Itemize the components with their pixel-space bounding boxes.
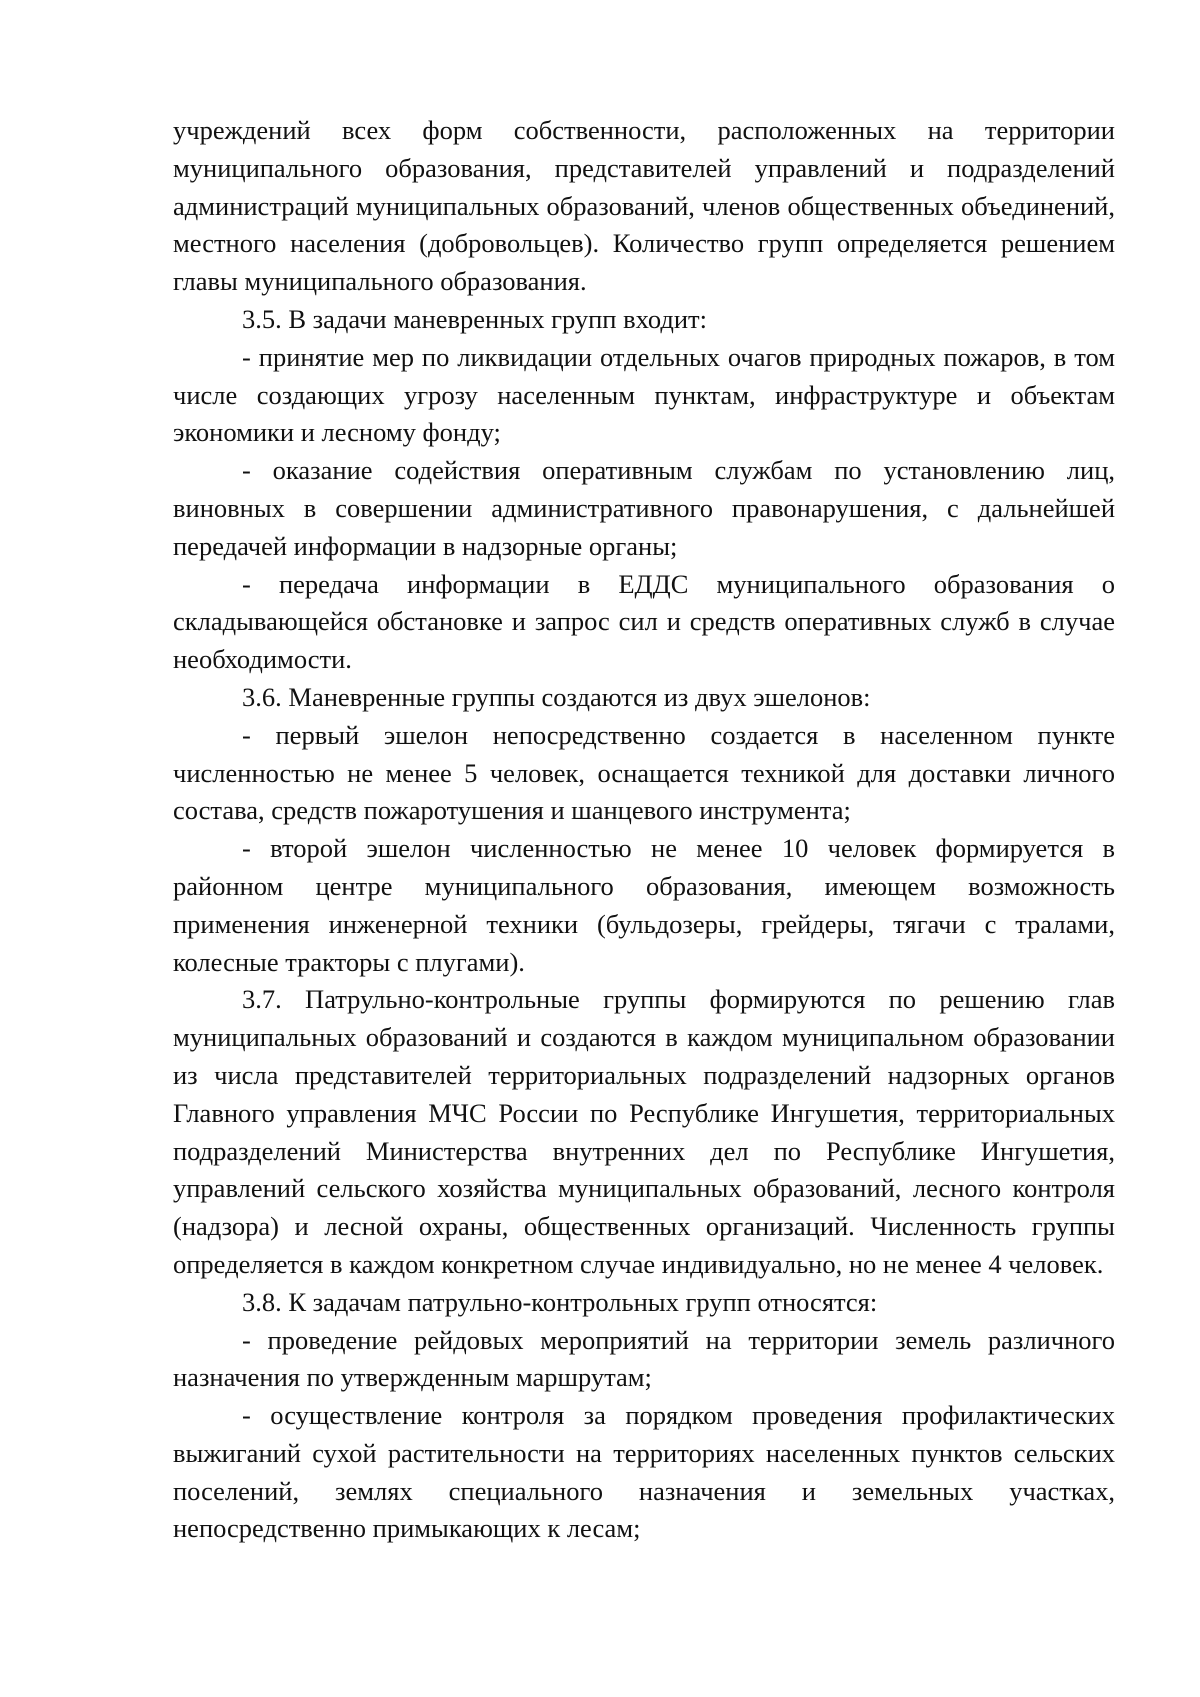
paragraph-3-8: 3.8. К задачам патрульно-контрольных групп относятся: <box>242 1286 878 1317</box>
list-item-edds-info: - передача информации в ЕДДС муниципального образования о складывающейся обстановке и запрос сил и средств оперативных служб в случае необходимости. <box>173 568 1115 675</box>
paragraph-continuation: учреждений всех форм собственности, расположенных на территории муниципального образования, представителей управлений и подразделений администраций муниципальных образований, членов общественных объединений, местного населения (добровольцев). Количество групп определяется решением главы муниципального образования. <box>173 115 1115 297</box>
list-item-assist-services: - оказание содействия оперативным службам по установлению лиц, виновных в совершении административного правонарушения, с дальнейшей передачей информации в надзорные органы; <box>173 455 1115 561</box>
list-item-fire-liquidation: - принятие мер по ликвидации отдельных очагов природных пожаров, в том числе создающих угрозу населенным пунктам, инфраструктуре и объектам экономики и лесному фонду; <box>173 341 1115 448</box>
list-item-raids: - проведение рейдовых мероприятий на территории земель различного назначения по утвержденным маршрутам; <box>173 1324 1115 1393</box>
paragraph-3-6: 3.6. Маневренные группы создаются из двух эшелонов: <box>242 681 871 712</box>
paragraph-3-7: 3.7. Патрульно-контрольные группы формируются по решению глав муниципальных образований и создаются в каждом муниципальном образовании из числа представителей территориальных подразделений надзорных органов Главного управления МЧС России по Республике Ингушетия, территориальных подразделений Министерства внутренних дел по Республике Ингушетия, управлений сельского хозяйства муниципальных образований, лесного контроля (надзора) и лесной охраны, общественных организаций. Численность группы определяется в каждом конкретном случае индивидуально, но не менее 4 человек. <box>173 984 1115 1279</box>
list-item-burning-control: - осуществление контроля за порядком проведения профилактических выжиганий сухой растительности на территориях населенных пунктов сельских поселений, землях специального назначения и земельных участках, непосредственно примыкающих к лесам; <box>173 1400 1115 1544</box>
list-item-first-echelon: - первый эшелон непосредственно создается в населенном пункте численностью не менее 5 человек, оснащается техникой для доставки личного состава, средств пожаротушения и шанцевого инструмента; <box>173 719 1115 826</box>
document-body <box>173 112 1115 1548</box>
list-item-second-echelon: - второй эшелон численностью не менее 10 человек формируется в районном центре муниципального образования, имеющем возможность применения инженерной техники (бульдозеры, грейдеры, тягачи с тралами, колесные тракторы с плугами). <box>173 833 1115 977</box>
paragraph-3-5: 3.5. В задачи маневренных групп входит: <box>242 303 707 334</box>
